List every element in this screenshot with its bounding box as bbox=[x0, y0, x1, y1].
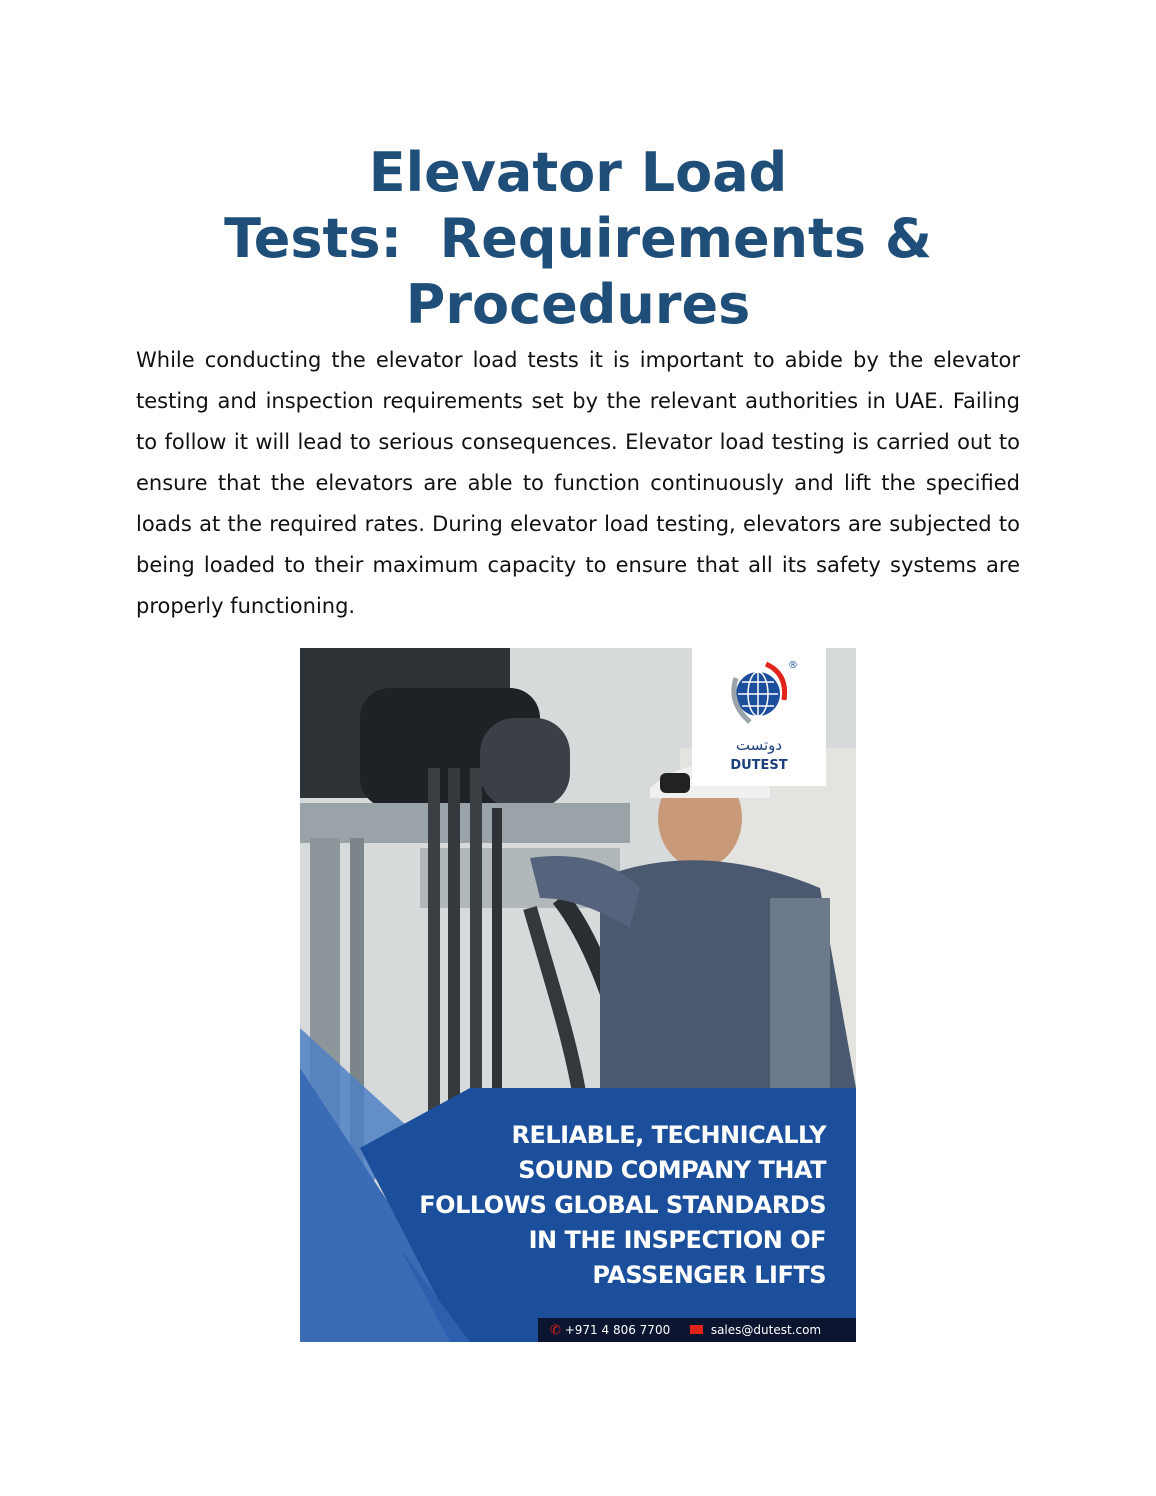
phone-icon: ✆ bbox=[550, 1323, 561, 1338]
mail-icon bbox=[690, 1325, 703, 1334]
globe-logo-icon bbox=[692, 648, 826, 738]
phone-number: +971 4 806 7700 bbox=[564, 1323, 671, 1337]
logo-arabic-text: دوتست bbox=[735, 736, 783, 754]
article-title bbox=[120, 140, 1036, 338]
slogan-line-4: IN THE INSPECTION OF bbox=[528, 1226, 826, 1254]
dutest-logo bbox=[692, 648, 826, 786]
title-line-3: Procedures bbox=[405, 273, 751, 336]
title-line-1: Elevator Load bbox=[368, 141, 788, 204]
email-address: sales@dutest.com bbox=[710, 1323, 822, 1337]
slogan-line-1: RELIABLE, TECHNICALLY bbox=[511, 1121, 826, 1149]
logo-english-text: DUTEST bbox=[730, 758, 788, 773]
flyer-slogan bbox=[406, 1118, 826, 1293]
contact-phone bbox=[550, 1318, 670, 1342]
promo-flyer-image bbox=[300, 648, 856, 1342]
slogan-line-2: SOUND COMPANY THAT bbox=[518, 1156, 826, 1184]
article-intro: While conducting the elevator load tests it is important to abide by the elevator testing and inspection requirements set by the relevant authorities in UAE. Failing to follow it will lead to serious consequences. Elevator load testing is carried out to ensure that the elevators are able to function continuously and lift the specified loads at the required rates. During elevator load testing, elevators are subjected to being loaded to their maximum capacity to ensure that all its safety systems are properly functioning. bbox=[136, 348, 1020, 618]
slogan-line-5: PASSENGER LIFTS bbox=[592, 1261, 826, 1289]
title-line-2: Tests: Requirements & bbox=[224, 207, 932, 270]
contact-email bbox=[690, 1318, 821, 1342]
registered-mark: ® bbox=[788, 660, 798, 671]
slogan-line-3: FOLLOWS GLOBAL STANDARDS bbox=[419, 1191, 826, 1219]
contact-bar bbox=[538, 1318, 856, 1342]
